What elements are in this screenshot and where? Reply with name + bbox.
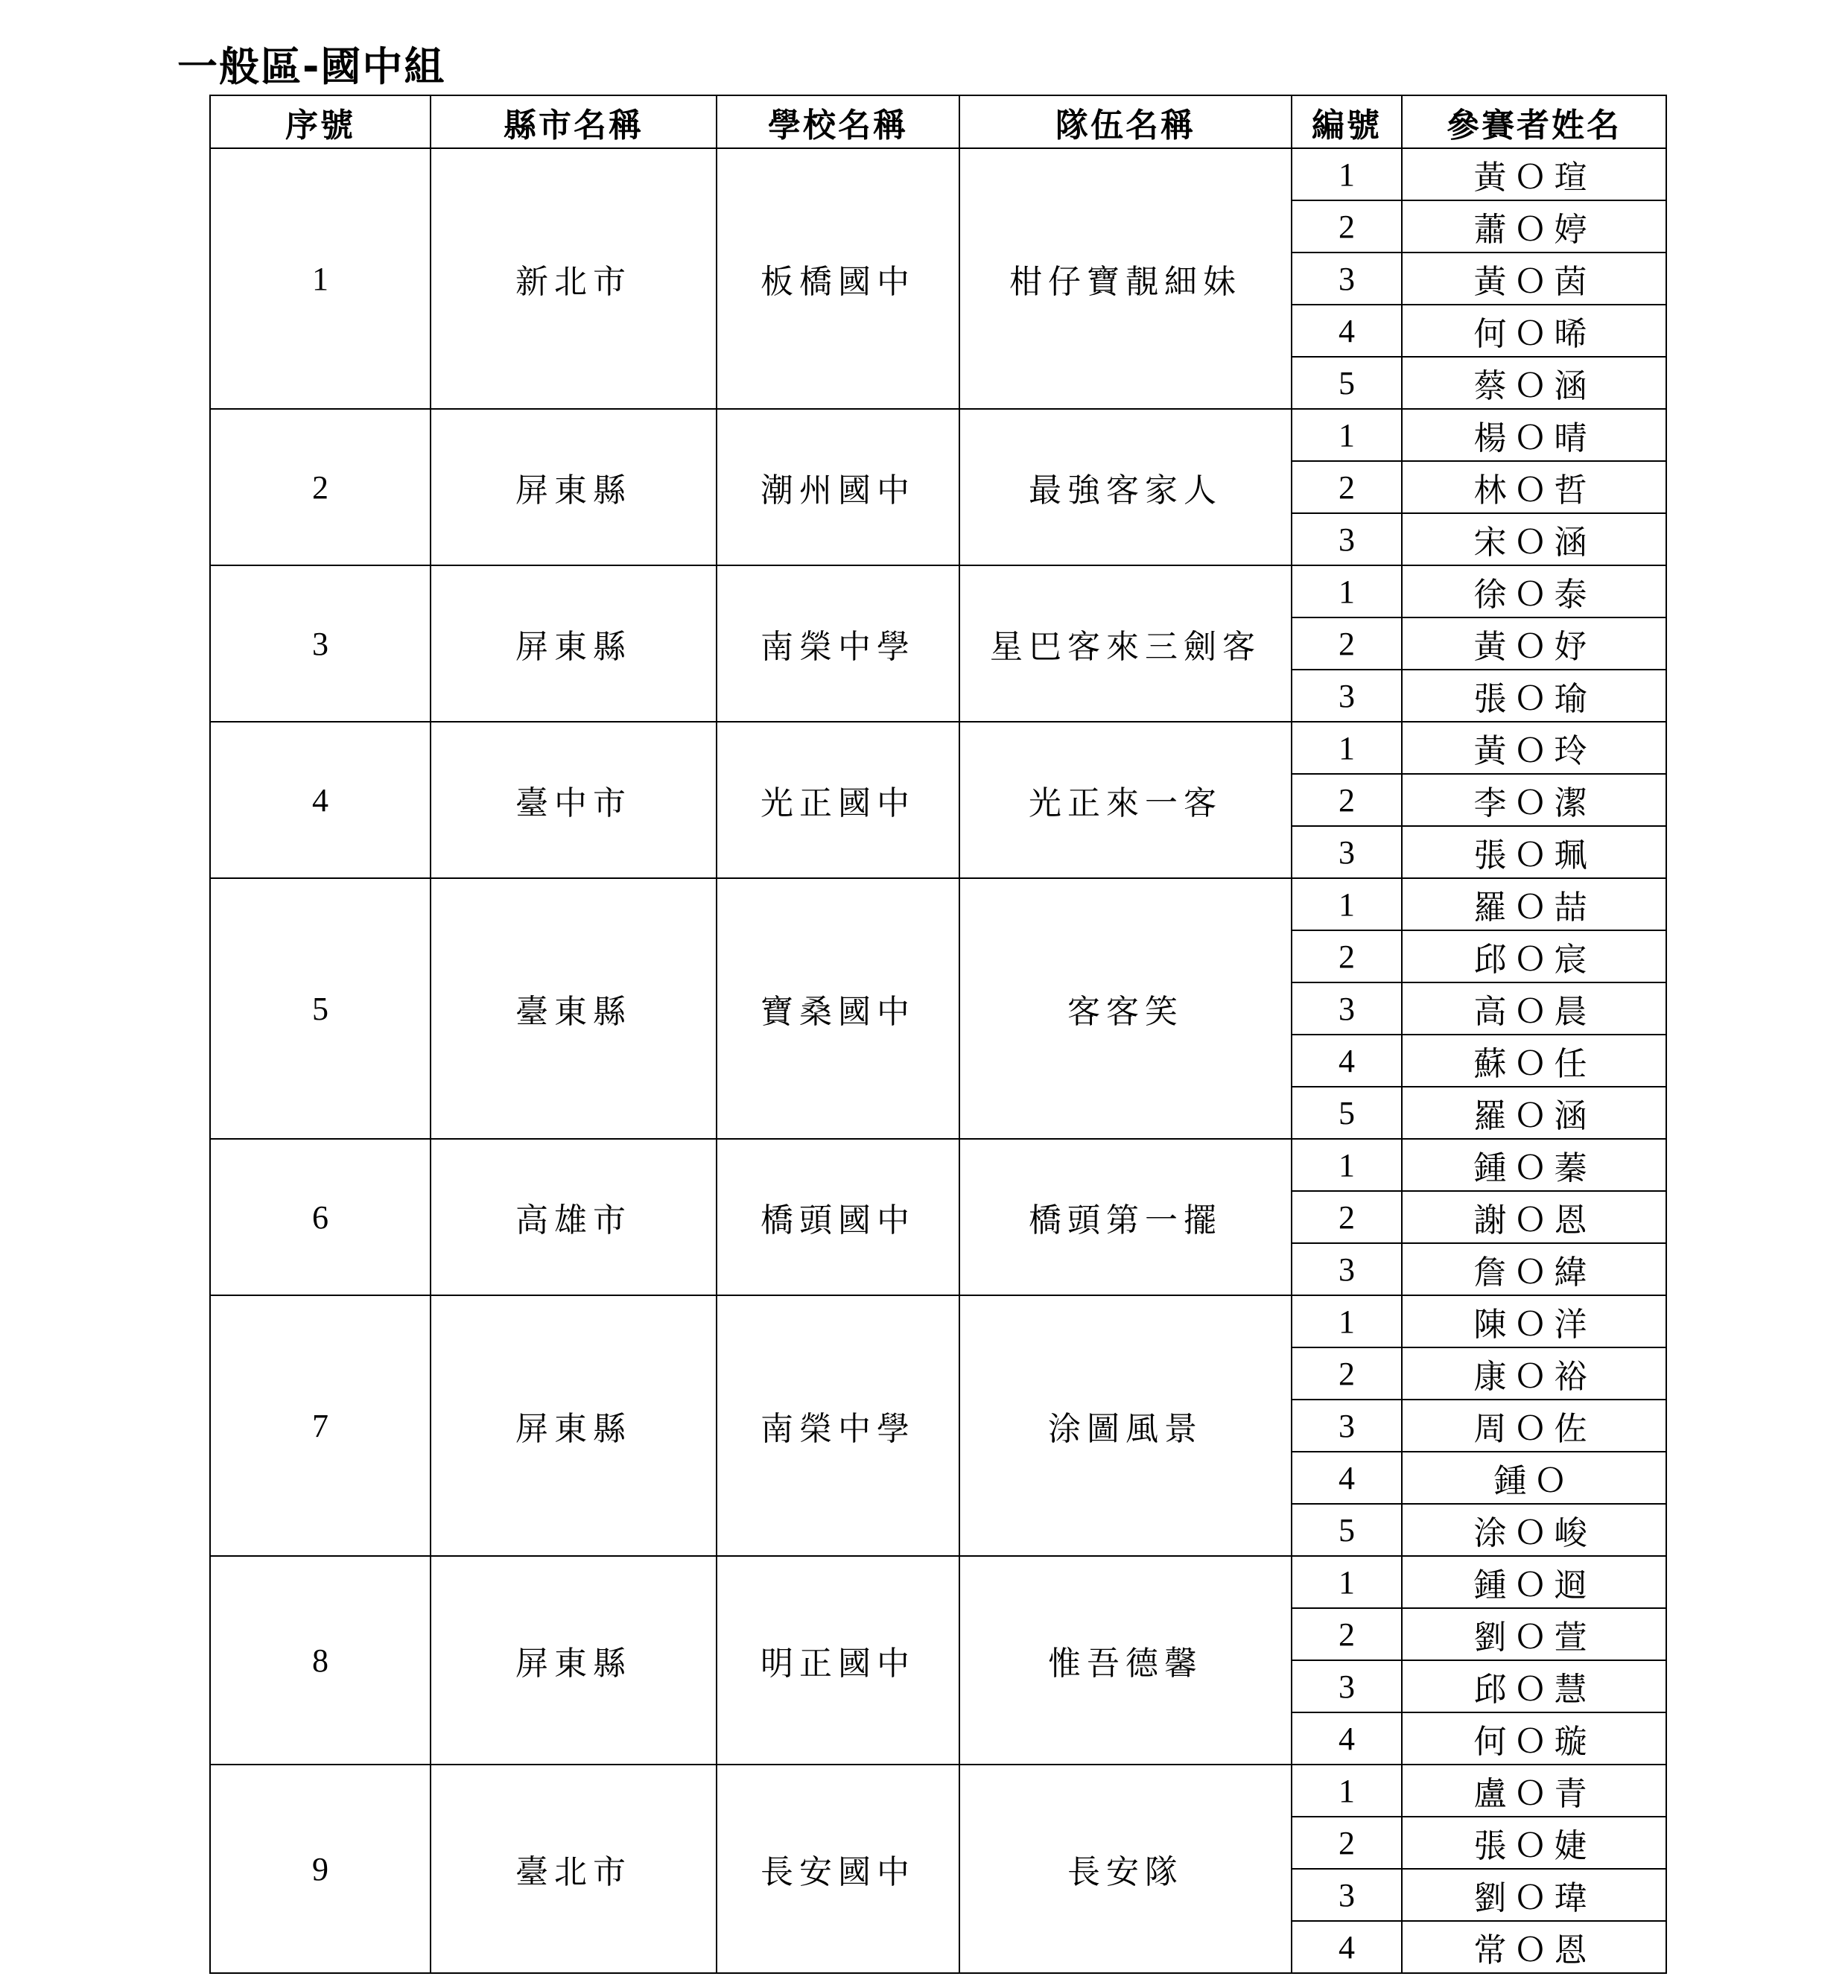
table-row <box>210 1556 1666 1608</box>
header-member-name: 參賽者姓名 <box>1402 95 1666 148</box>
member-name-cell: 宋Ｏ涵 <box>1402 513 1666 565</box>
team-seq-cell: 2 <box>210 409 431 565</box>
member-name-cell: 涂Ｏ峻 <box>1402 1504 1666 1556</box>
participants-table <box>209 95 1667 1974</box>
team-seq-cell: 4 <box>210 722 431 878</box>
team-school-cell: 光正國中 <box>717 722 959 878</box>
member-name-cell: 張Ｏ珮 <box>1402 826 1666 878</box>
member-no-cell: 1 <box>1292 722 1402 774</box>
member-no-cell: 1 <box>1292 409 1402 461</box>
member-name-cell: 蘇Ｏ任 <box>1402 1035 1666 1087</box>
member-name-cell: 康Ｏ裕 <box>1402 1347 1666 1400</box>
team-county-cell: 臺中市 <box>431 722 717 878</box>
member-no-cell: 2 <box>1292 1608 1402 1660</box>
member-name-cell: 邱Ｏ宸 <box>1402 930 1666 982</box>
team-name-cell: 柑仔寶靚細妹 <box>959 148 1292 409</box>
team-name-cell: 長安隊 <box>959 1765 1292 1973</box>
team-county-cell: 臺北市 <box>431 1765 717 1973</box>
member-no-cell: 4 <box>1292 305 1402 357</box>
team-county-cell: 屏東縣 <box>431 1295 717 1556</box>
team-school-cell: 南榮中學 <box>717 1295 959 1556</box>
table-body <box>210 148 1666 1973</box>
member-name-cell: 盧Ｏ青 <box>1402 1765 1666 1817</box>
member-no-cell: 2 <box>1292 1347 1402 1400</box>
team-school-cell: 寶桑國中 <box>717 878 959 1139</box>
member-no-cell: 2 <box>1292 617 1402 670</box>
team-county-cell: 臺東縣 <box>431 878 717 1139</box>
member-no-cell: 3 <box>1292 1869 1402 1921</box>
team-seq-cell: 5 <box>210 878 431 1139</box>
team-school-cell: 橋頭國中 <box>717 1139 959 1295</box>
team-school-cell: 潮州國中 <box>717 409 959 565</box>
team-seq-cell: 6 <box>210 1139 431 1295</box>
member-no-cell: 1 <box>1292 878 1402 930</box>
team-seq-cell: 3 <box>210 565 431 722</box>
member-name-cell: 劉Ｏ瑋 <box>1402 1869 1666 1921</box>
table-row <box>210 565 1666 617</box>
team-county-cell: 屏東縣 <box>431 409 717 565</box>
member-name-cell: 劉Ｏ萱 <box>1402 1608 1666 1660</box>
member-no-cell: 1 <box>1292 1295 1402 1347</box>
member-no-cell: 4 <box>1292 1921 1402 1973</box>
team-name-cell: 光正來一客 <box>959 722 1292 878</box>
team-seq-cell: 1 <box>210 148 431 409</box>
member-no-cell: 2 <box>1292 1191 1402 1243</box>
header-county: 縣市名稱 <box>431 95 717 148</box>
member-name-cell: 高Ｏ晨 <box>1402 982 1666 1035</box>
member-no-cell: 2 <box>1292 461 1402 513</box>
member-name-cell: 鍾Ｏ蓁 <box>1402 1139 1666 1191</box>
table-header <box>210 95 1666 148</box>
member-no-cell: 3 <box>1292 670 1402 722</box>
table-row <box>210 1139 1666 1191</box>
team-county-cell: 高雄市 <box>431 1139 717 1295</box>
table-row <box>210 409 1666 461</box>
table-row <box>210 1295 1666 1347</box>
member-no-cell: 1 <box>1292 148 1402 200</box>
table-row <box>210 878 1666 930</box>
table-row <box>210 722 1666 774</box>
header-row <box>210 95 1666 148</box>
member-name-cell: 詹Ｏ緯 <box>1402 1243 1666 1295</box>
member-name-cell: 何Ｏ璇 <box>1402 1712 1666 1765</box>
member-name-cell: 張Ｏ瑜 <box>1402 670 1666 722</box>
member-name-cell: 黃Ｏ瑄 <box>1402 148 1666 200</box>
team-name-cell: 客客笑 <box>959 878 1292 1139</box>
member-no-cell: 5 <box>1292 357 1402 409</box>
member-no-cell: 3 <box>1292 1400 1402 1452</box>
member-name-cell: 蔡Ｏ涵 <box>1402 357 1666 409</box>
team-name-cell: 涂圖風景 <box>959 1295 1292 1556</box>
table-row <box>210 148 1666 200</box>
table-row <box>210 1765 1666 1817</box>
team-county-cell: 屏東縣 <box>431 1556 717 1765</box>
member-name-cell: 羅Ｏ涵 <box>1402 1087 1666 1139</box>
team-name-cell: 惟吾德馨 <box>959 1556 1292 1765</box>
member-name-cell: 黃Ｏ玲 <box>1402 722 1666 774</box>
team-school-cell: 明正國中 <box>717 1556 959 1765</box>
member-name-cell: 林Ｏ哲 <box>1402 461 1666 513</box>
member-name-cell: 楊Ｏ晴 <box>1402 409 1666 461</box>
header-school: 學校名稱 <box>717 95 959 148</box>
member-name-cell: 張Ｏ婕 <box>1402 1817 1666 1869</box>
team-school-cell: 南榮中學 <box>717 565 959 722</box>
team-seq-cell: 9 <box>210 1765 431 1973</box>
member-no-cell: 5 <box>1292 1504 1402 1556</box>
member-name-cell: 陳Ｏ洋 <box>1402 1295 1666 1347</box>
page-title: 一般區-國中組 <box>177 43 446 90</box>
team-county-cell: 屏東縣 <box>431 565 717 722</box>
member-no-cell: 2 <box>1292 1817 1402 1869</box>
member-name-cell: 蕭Ｏ婷 <box>1402 200 1666 253</box>
team-school-cell: 板橋國中 <box>717 148 959 409</box>
header-seq: 序號 <box>210 95 431 148</box>
team-name-cell: 橋頭第一擺 <box>959 1139 1292 1295</box>
member-no-cell: 2 <box>1292 930 1402 982</box>
header-team: 隊伍名稱 <box>959 95 1292 148</box>
member-no-cell: 2 <box>1292 774 1402 826</box>
member-name-cell: 周Ｏ佐 <box>1402 1400 1666 1452</box>
member-name-cell: 常Ｏ恩 <box>1402 1921 1666 1973</box>
member-name-cell: 鍾Ｏ <box>1402 1452 1666 1504</box>
team-name-cell: 最強客家人 <box>959 409 1292 565</box>
team-county-cell: 新北市 <box>431 148 717 409</box>
member-no-cell: 3 <box>1292 1243 1402 1295</box>
member-name-cell: 黃Ｏ妤 <box>1402 617 1666 670</box>
member-name-cell: 徐Ｏ泰 <box>1402 565 1666 617</box>
member-no-cell: 3 <box>1292 513 1402 565</box>
member-name-cell: 黃Ｏ茵 <box>1402 253 1666 305</box>
member-name-cell: 邱Ｏ慧 <box>1402 1660 1666 1712</box>
member-no-cell: 1 <box>1292 1765 1402 1817</box>
member-name-cell: 李Ｏ潔 <box>1402 774 1666 826</box>
member-name-cell: 謝Ｏ恩 <box>1402 1191 1666 1243</box>
member-no-cell: 3 <box>1292 826 1402 878</box>
member-no-cell: 3 <box>1292 982 1402 1035</box>
member-no-cell: 4 <box>1292 1452 1402 1504</box>
member-no-cell: 1 <box>1292 1556 1402 1608</box>
member-no-cell: 2 <box>1292 200 1402 253</box>
member-no-cell: 4 <box>1292 1712 1402 1765</box>
member-no-cell: 1 <box>1292 565 1402 617</box>
member-no-cell: 1 <box>1292 1139 1402 1191</box>
member-name-cell: 羅Ｏ喆 <box>1402 878 1666 930</box>
team-seq-cell: 8 <box>210 1556 431 1765</box>
team-school-cell: 長安國中 <box>717 1765 959 1973</box>
member-no-cell: 3 <box>1292 1660 1402 1712</box>
member-name-cell: 何Ｏ晞 <box>1402 305 1666 357</box>
member-no-cell: 3 <box>1292 253 1402 305</box>
member-no-cell: 5 <box>1292 1087 1402 1139</box>
team-seq-cell: 7 <box>210 1295 431 1556</box>
header-member-no: 編號 <box>1292 95 1402 148</box>
team-name-cell: 星巴客來三劍客 <box>959 565 1292 722</box>
member-name-cell: 鍾Ｏ䢛 <box>1402 1556 1666 1608</box>
member-no-cell: 4 <box>1292 1035 1402 1087</box>
